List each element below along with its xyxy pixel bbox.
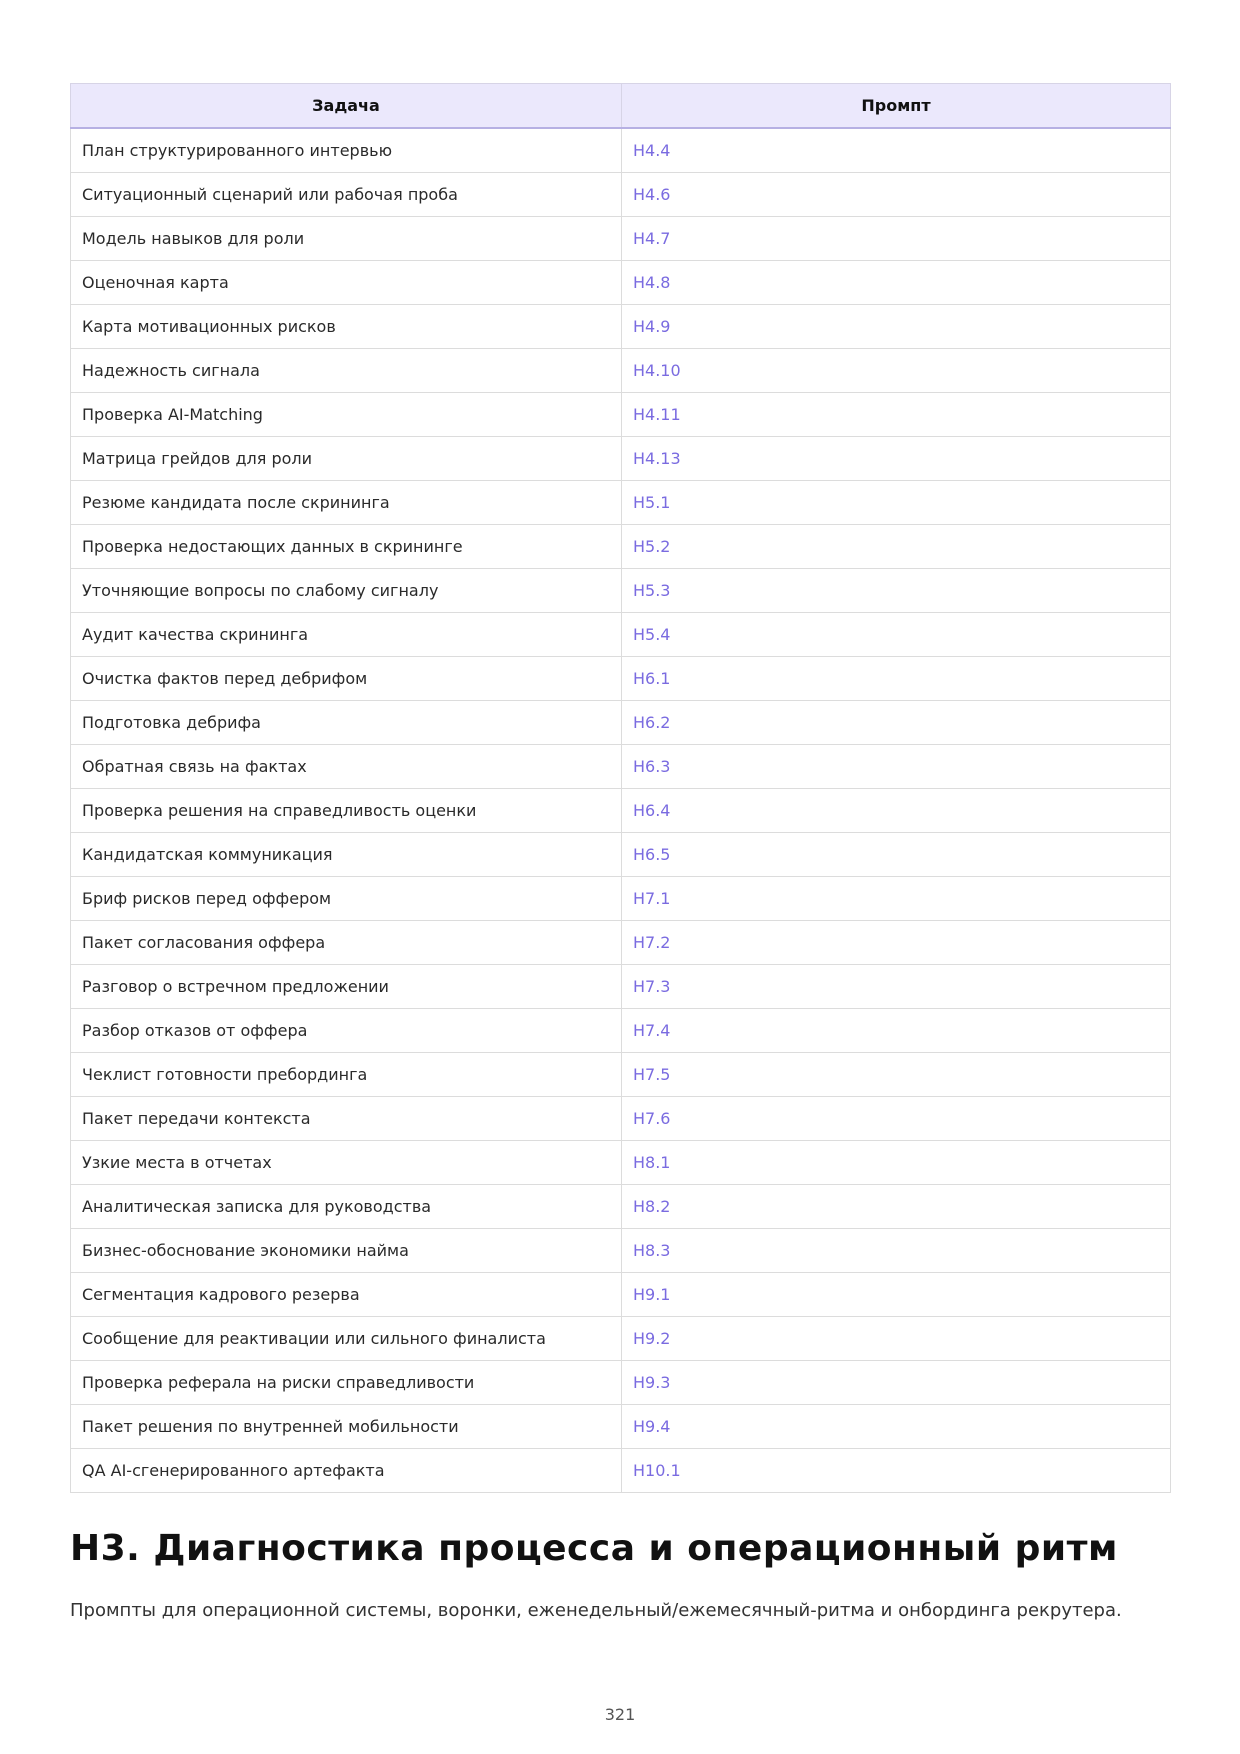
table-row bbox=[71, 349, 1171, 393]
table-row bbox=[71, 1449, 1171, 1493]
prompt-link[interactable]: H9.4 bbox=[622, 1405, 1171, 1449]
table-row bbox=[71, 217, 1171, 261]
prompt-link[interactable]: H7.1 bbox=[622, 877, 1171, 921]
table-row bbox=[71, 921, 1171, 965]
table-row bbox=[71, 701, 1171, 745]
table-row bbox=[71, 1273, 1171, 1317]
prompt-link[interactable]: H8.2 bbox=[622, 1185, 1171, 1229]
task-cell: Модель навыков для роли bbox=[71, 217, 622, 261]
table-row bbox=[71, 261, 1171, 305]
task-cell: Сегментация кадрового резерва bbox=[71, 1273, 622, 1317]
prompt-link[interactable]: H7.5 bbox=[622, 1053, 1171, 1097]
task-cell: Оценочная карта bbox=[71, 261, 622, 305]
prompt-link[interactable]: H8.3 bbox=[622, 1229, 1171, 1273]
task-cell: Проверка реферала на риски справедливости bbox=[71, 1361, 622, 1405]
table-row bbox=[71, 128, 1171, 173]
prompt-link[interactable]: H7.4 bbox=[622, 1009, 1171, 1053]
table-row bbox=[71, 173, 1171, 217]
table-row bbox=[71, 1097, 1171, 1141]
task-cell: Разговор о встречном предложении bbox=[71, 965, 622, 1009]
prompt-link[interactable]: H4.9 bbox=[622, 305, 1171, 349]
task-cell: Пакет решения по внутренней мобильности bbox=[71, 1405, 622, 1449]
table-row bbox=[71, 393, 1171, 437]
table-row bbox=[71, 305, 1171, 349]
table-body bbox=[71, 128, 1171, 1493]
prompt-link[interactable]: H4.10 bbox=[622, 349, 1171, 393]
prompt-link[interactable]: H7.3 bbox=[622, 965, 1171, 1009]
table-row bbox=[71, 1317, 1171, 1361]
prompt-link[interactable]: H4.11 bbox=[622, 393, 1171, 437]
task-cell: Проверка недостающих данных в скрининге bbox=[71, 525, 622, 569]
column-header-task: Задача bbox=[71, 84, 622, 129]
prompt-index-table-container bbox=[70, 83, 1170, 1493]
prompt-link[interactable]: H4.6 bbox=[622, 173, 1171, 217]
page-number: 321 bbox=[604, 1705, 636, 1724]
prompt-link[interactable]: H9.1 bbox=[622, 1273, 1171, 1317]
table-row bbox=[71, 833, 1171, 877]
table-row bbox=[71, 525, 1171, 569]
prompt-link[interactable]: H6.1 bbox=[622, 657, 1171, 701]
prompt-link[interactable]: H7.6 bbox=[622, 1097, 1171, 1141]
task-cell: Проверка решения на справедливость оценки bbox=[71, 789, 622, 833]
table-row bbox=[71, 1361, 1171, 1405]
table-row bbox=[71, 965, 1171, 1009]
task-cell: Бриф рисков перед оффером bbox=[71, 877, 622, 921]
prompt-link[interactable]: H5.3 bbox=[622, 569, 1171, 613]
column-header-prompt: Промпт bbox=[622, 84, 1171, 129]
task-cell: Ситуационный сценарий или рабочая проба bbox=[71, 173, 622, 217]
table-row bbox=[71, 437, 1171, 481]
task-cell: Проверка AI-Matching bbox=[71, 393, 622, 437]
prompt-link[interactable]: H6.3 bbox=[622, 745, 1171, 789]
prompt-index-table bbox=[70, 83, 1171, 1493]
prompt-link[interactable]: H8.1 bbox=[622, 1141, 1171, 1185]
task-cell: План структурированного интервью bbox=[71, 128, 622, 173]
table-row bbox=[71, 1185, 1171, 1229]
prompt-link[interactable]: H6.2 bbox=[622, 701, 1171, 745]
prompt-link[interactable]: H5.4 bbox=[622, 613, 1171, 657]
task-cell: Пакет передачи контекста bbox=[71, 1097, 622, 1141]
prompt-link[interactable]: H6.5 bbox=[622, 833, 1171, 877]
table-row bbox=[71, 789, 1171, 833]
task-cell: Обратная связь на фактах bbox=[71, 745, 622, 789]
prompt-link[interactable]: H9.3 bbox=[622, 1361, 1171, 1405]
prompt-link[interactable]: H4.7 bbox=[622, 217, 1171, 261]
prompt-link[interactable]: H9.2 bbox=[622, 1317, 1171, 1361]
task-cell: QA AI-сгенерированного артефакта bbox=[71, 1449, 622, 1493]
table-row bbox=[71, 569, 1171, 613]
prompt-link[interactable]: H5.1 bbox=[622, 481, 1171, 525]
task-cell: Подготовка дебрифа bbox=[71, 701, 622, 745]
prompt-link[interactable]: H7.2 bbox=[622, 921, 1171, 965]
table-header bbox=[71, 84, 1171, 129]
section-title: H3. Диагностика процесса и операционный ритм bbox=[70, 1528, 1118, 1569]
table-row bbox=[71, 877, 1171, 921]
task-cell: Разбор отказов от оффера bbox=[71, 1009, 622, 1053]
task-cell: Кандидатская коммуникация bbox=[71, 833, 622, 877]
prompt-link[interactable]: H10.1 bbox=[622, 1449, 1171, 1493]
task-cell: Резюме кандидата после скрининга bbox=[71, 481, 622, 525]
task-cell: Чеклист готовности пребординга bbox=[71, 1053, 622, 1097]
table-header-row bbox=[71, 84, 1171, 129]
table-row bbox=[71, 657, 1171, 701]
table-row bbox=[71, 613, 1171, 657]
prompt-link[interactable]: H6.4 bbox=[622, 789, 1171, 833]
task-cell: Очистка фактов перед дебрифом bbox=[71, 657, 622, 701]
table-row bbox=[71, 1009, 1171, 1053]
task-cell: Аудит качества скрининга bbox=[71, 613, 622, 657]
table-row bbox=[71, 1053, 1171, 1097]
task-cell: Карта мотивационных рисков bbox=[71, 305, 622, 349]
task-cell: Бизнес-обоснование экономики найма bbox=[71, 1229, 622, 1273]
task-cell: Пакет согласования оффера bbox=[71, 921, 622, 965]
table-row bbox=[71, 745, 1171, 789]
table-row bbox=[71, 481, 1171, 525]
task-cell: Узкие места в отчетах bbox=[71, 1141, 622, 1185]
prompt-link[interactable]: H5.2 bbox=[622, 525, 1171, 569]
task-cell: Сообщение для реактивации или сильного финалиста bbox=[71, 1317, 622, 1361]
task-cell: Уточняющие вопросы по слабому сигналу bbox=[71, 569, 622, 613]
table-row bbox=[71, 1405, 1171, 1449]
section-description: Промпты для операционной системы, воронки, еженедельный/ежемесячный-ритма и онбординга рекрутера. bbox=[70, 1600, 1122, 1621]
prompt-link[interactable]: H4.4 bbox=[622, 128, 1171, 173]
prompt-link[interactable]: H4.13 bbox=[622, 437, 1171, 481]
prompt-link[interactable]: H4.8 bbox=[622, 261, 1171, 305]
task-cell: Аналитическая записка для руководства bbox=[71, 1185, 622, 1229]
table-row bbox=[71, 1141, 1171, 1185]
task-cell: Матрица грейдов для роли bbox=[71, 437, 622, 481]
table-row bbox=[71, 1229, 1171, 1273]
task-cell: Надежность сигнала bbox=[71, 349, 622, 393]
